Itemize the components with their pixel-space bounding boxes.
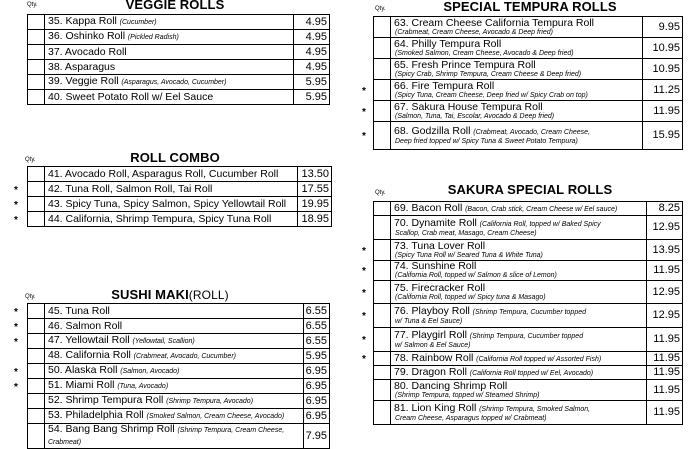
menu-item-row [28,75,330,90]
item-price: 12.95 [646,281,682,304]
item-name: 77. Playgirl Roll [394,328,467,341]
maki-table [27,303,330,449]
item-price: 19.95 [298,197,332,212]
menu-item-row [374,122,683,150]
item-price: 4.95 [294,15,330,30]
item-price: 11.25 [643,80,683,101]
qty-cell [28,197,45,212]
qty-cell [374,304,391,328]
item-desc: Cream Cheese, Asparagus topped w/ Crabmeat) [395,414,547,422]
qty-cell [28,182,45,197]
menu-item-row [28,90,330,105]
menu-item-row [28,334,330,349]
menu-item-row [28,319,330,334]
item-name: 48. California Roll [48,349,131,361]
item-price: 5.95 [294,90,330,105]
menu-item-row [374,17,683,38]
item-desc: (California Roll, topped w/ Salmon & slice of Lemon) [395,272,557,279]
qty-cell [28,349,45,364]
star-marker: * [14,321,18,333]
item-name: 69. Bacon Roll [394,201,463,214]
menu-item-row [28,167,332,182]
item-cell [391,281,647,304]
item-cell [391,366,647,380]
item-cell [45,379,304,394]
combo-title: ROLL COMBO [130,150,220,165]
qty-cell [28,60,45,75]
item-desc: (Crabmeat, Cream Cheese, Avocado & Deep fried) [395,28,553,36]
qty-cell [28,75,45,90]
sakura-title: SAKURA SPECIAL ROLLS [447,182,613,197]
item-cell [45,304,304,319]
menu-item-row [374,38,683,59]
item-cell [391,17,643,38]
item-cell [45,409,304,424]
menu-item-row [28,379,330,394]
veggie-table [27,14,330,105]
item-price: 11.95 [646,380,682,401]
item-name: 54. Bang Bang Shrimp Roll [48,423,175,435]
menu-item-row [28,60,330,75]
item-cell [45,167,298,182]
menu-item-row [374,401,683,425]
star-marker: * [362,287,366,299]
item-cell [45,394,304,409]
item-name: 44. California, Shrimp Tempura, Spicy Tuna Roll [48,212,272,225]
menu-item-row [374,328,683,352]
item-price: 11.95 [646,366,682,380]
item-desc: (Spicy Tuna Roll w/ Seared Tuna & White Tuna) [395,251,543,259]
item-cell [391,38,643,59]
item-name: 63. Cream Cheese California Tempura Roll [394,16,594,29]
item-name: 66. Fire Tempura Roll [394,79,495,92]
item-cell [391,380,647,401]
menu-item-row [28,182,332,197]
qty-cell [28,45,45,60]
item-cell [45,15,294,30]
item-desc: w/ Tuna & Eel Sauce) [395,317,463,325]
qty-label: Qty. [25,157,36,163]
menu-item-row [28,197,332,212]
item-desc: (Spicy Tuna, Cream Cheese, Deep fried w/ Spicy Crab on top) [395,91,588,99]
item-name: 70. Dynamite Roll [394,216,477,229]
menu-item-row [374,380,683,401]
star-marker: * [362,354,366,365]
item-name: 53. Philadelphia Roll [48,409,144,421]
menu-item-row [28,15,330,30]
item-price: 6.55 [303,304,329,319]
item-desc: (Bacon, Crab stick, Cream Cheese w/ Eel sauce) [465,205,618,213]
qty-cell [28,30,45,45]
item-price: 8.25 [646,202,682,216]
qty-label: Qty. [25,294,36,300]
item-price: 6.95 [303,364,329,379]
combo-table [27,166,332,227]
item-price: 18.95 [298,212,332,227]
item-price: 11.95 [646,401,682,425]
item-cell [45,349,304,364]
star-marker: * [362,311,366,322]
star-marker: * [362,106,366,118]
item-price: 6.95 [303,409,329,424]
menu-item-row [28,304,330,319]
star-marker: * [14,336,18,348]
item-name: 65. Fresh Prince Tempura Roll [394,58,536,71]
item-desc: Deep fried topped w/ Spicy Tuna & Sweet Potato Tempura) [395,137,578,145]
qty-cell [28,409,45,424]
qty-cell [374,352,391,366]
item-cell [45,424,304,449]
menu-item-row [374,261,683,281]
item-cell [45,182,298,197]
star-marker: * [14,381,18,393]
item-price: 4.95 [294,30,330,45]
item-price: 10.95 [643,38,683,59]
item-desc: (California Roll topped w/ Assorted Fish) [476,355,602,363]
item-desc: (California Roll topped w/ Eel, Avocado) [469,369,594,377]
qty-cell [374,202,391,216]
item-price: 6.55 [303,334,329,349]
item-desc: Scallop, Crab meat, Masago, Cream Cheese) [395,229,537,237]
item-cell [391,216,647,240]
tempura-table [373,16,683,150]
item-price: 6.95 [303,379,329,394]
item-cell [45,364,304,379]
item-desc: (California Roll, topped w/ Baked Spicy [479,220,601,228]
item-cell [45,75,294,90]
item-name: 79. Dragon Roll [394,365,467,378]
qty-cell [28,212,45,227]
item-name: 51. Miami Roll [48,379,115,391]
qty-cell [374,240,391,261]
star-marker: * [14,184,18,196]
qty-cell [28,304,45,319]
item-desc: (Yellowtail, Scallion) [132,338,195,345]
item-cell [45,197,298,212]
qty-cell [374,261,391,281]
qty-cell [374,366,391,380]
item-name: 46. Salmon Roll [48,319,123,332]
item-price: 13.50 [298,167,332,182]
qty-cell [374,101,391,122]
item-cell [391,59,643,80]
item-cell [45,45,294,60]
menu-item-row [28,349,330,364]
tempura-title: SPECIAL TEMPURA ROLLS [443,0,617,14]
item-name: 81. Lion King Roll [394,401,477,414]
item-price: 12.95 [646,304,682,328]
item-cell [45,212,298,227]
item-name: 40. Sweet Potato Roll w/ Eel Sauce [48,90,214,103]
menu-item-row [28,409,330,424]
item-desc: (Smoked Salmon, Cream Cheese, Avocado) [146,413,285,420]
item-desc: (Shrimp Tempura, Cucumber topped [472,308,587,316]
qty-cell [374,17,391,38]
item-desc: (California Roll, topped w/ Spicy tuna & Masago) [395,293,546,301]
item-name: 38. Asparagus [48,60,116,73]
qty-cell [374,59,391,80]
star-marker: * [14,214,18,226]
qty-cell [374,328,391,352]
item-name: 39. Veggie Roll [48,75,119,87]
item-name: 68. Godzilla Roll [394,124,471,137]
item-price: 11.95 [646,328,682,352]
qty-cell [374,80,391,101]
item-price: 13.95 [646,240,682,261]
item-cell [45,30,294,45]
item-price: 5.95 [303,349,329,364]
menu-item-row [374,240,683,261]
item-name: 80. Dancing Shrimp Roll [394,379,508,392]
star-marker: * [362,266,366,277]
star-marker: * [362,245,366,257]
item-desc: (Asparagus, Avocado, Cucumber) [121,79,227,86]
menu-item-row [374,80,683,101]
item-cell [391,352,647,366]
item-desc: (Shrimp Tempura, topped w/ Steamed Shrimp) [395,391,540,399]
qty-cell [28,167,45,182]
star-marker: * [14,366,18,378]
item-name: 78. Rainbow Roll [394,351,474,364]
item-desc: (Shrimp Tempura, Cucumber topped [469,332,584,340]
menu-item-row [374,304,683,328]
item-price: 11.95 [646,261,682,281]
qty-label: Qty. [27,2,38,8]
item-price: 6.95 [303,394,329,409]
item-desc: (Cucumber) [119,19,157,26]
item-desc: (Shrimp Tempura, Avocado) [166,398,254,405]
star-marker: * [362,335,366,346]
item-name: 42. Tuna Roll, Salmon Roll, Tai Roll [48,182,213,195]
item-name: 67. Sakura House Tempura Roll [394,100,543,113]
qty-cell [374,380,391,401]
qty-cell [374,38,391,59]
qty-cell [28,334,45,349]
maki-title-main: SUSHI MAKI [111,287,189,302]
menu-item-row [374,101,683,122]
item-name: 76. Playboy Roll [394,304,470,317]
item-desc: (Crabmeat, Avocado, Cream Cheese, [473,128,590,136]
item-name: 45. Tuna Roll [48,304,110,317]
maki-title [85,287,255,302]
item-cell [391,202,647,216]
item-cell [391,401,647,425]
qty-cell [28,90,45,105]
star-marker: * [14,306,18,318]
item-price: 4.95 [294,60,330,75]
menu-item-row [28,45,330,60]
item-name: 43. Spicy Tuna, Spicy Salmon, Spicy Yellowtail Roll [48,197,287,210]
item-desc: (Crabmeat, Avocado, Cucumber) [133,353,236,360]
menu-item-row [28,364,330,379]
menu-item-row [374,352,683,366]
item-desc: (Smoked Salmon, Cream Cheese, Avocado & Deep fried) [395,49,574,57]
item-name: 41. Avocado Roll, Asparagus Roll, Cucumber Roll [48,167,279,180]
item-cell [391,304,647,328]
item-price: 11.95 [646,352,682,366]
item-cell [391,328,647,352]
item-name: 52. Shrimp Tempura Roll [48,394,164,406]
item-cell [391,122,643,150]
menu-item-row [374,281,683,304]
menu-item-row [28,424,330,449]
item-cell [45,60,294,75]
item-price: 15.95 [643,122,683,150]
item-name: 64. Philly Tempura Roll [394,37,502,50]
maki-title-suffix: (ROLL) [188,288,229,302]
item-name: 47. Yellowtail Roll [48,334,130,346]
item-price: 12.95 [646,216,682,240]
item-name: 36. Oshinko Roll [48,30,126,42]
sakura-table [373,201,683,425]
menu-item-row [28,212,332,227]
item-name: 50. Alaska Roll [48,364,118,376]
item-cell [45,319,304,334]
menu-item-row [28,30,330,45]
qty-cell [28,364,45,379]
item-name: 74. Sunshine Roll [394,260,477,272]
item-price: 9.95 [643,17,683,38]
star-marker: * [362,131,366,142]
item-desc: (Spicy Crab, Shrimp Tempura, Cream Cheese & Deep fried) [395,70,582,78]
item-price: 4.95 [294,45,330,60]
item-cell [45,90,294,105]
star-marker: * [14,199,18,211]
item-desc: (Shrimp Tempura, Cream Cheese, Crabmeat) [48,427,285,446]
item-name: 75. Firecracker Roll [394,281,486,294]
item-cell [391,261,647,281]
qty-cell [28,379,45,394]
menu-item-row [374,366,683,380]
item-name: 73. Tuna Lover Roll [394,239,486,252]
star-marker: * [362,85,366,97]
item-desc: (Tuna, Avocado) [117,383,169,390]
item-price: 7.95 [303,424,329,449]
qty-cell [374,281,391,304]
item-price: 5.95 [294,75,330,90]
item-desc: w/ Salmon & Eel Sauce) [395,341,471,349]
qty-cell [374,401,391,425]
qty-cell [28,424,45,449]
qty-cell [374,122,391,150]
item-desc: (Salmon, Tuna, Tai, Escolar, Avocado & Deep fried) [395,112,555,120]
item-name: 37. Avocado Roll [48,45,127,58]
item-cell [45,334,304,349]
menu-item-row [28,394,330,409]
menu-item-row [374,202,683,216]
qty-cell [28,394,45,409]
qty-cell [28,319,45,334]
veggie-title: VEGGIE ROLLS [125,0,225,12]
item-price: 11.95 [643,101,683,122]
menu-item-row [374,59,683,80]
qty-cell [28,15,45,30]
qty-label: Qty. [375,6,386,12]
item-price: 6.55 [303,319,329,334]
qty-label: Qty. [375,190,386,196]
item-cell [391,101,643,122]
item-name: 35. Kappa Roll [48,15,117,27]
item-cell [391,80,643,101]
menu-item-row [374,216,683,240]
item-price: 10.95 [643,59,683,80]
qty-cell [374,216,391,240]
item-cell [391,240,647,261]
item-desc: (Shrimp Tempura, Smoked Salmon, [479,405,591,413]
item-price: 17.55 [298,182,332,197]
item-desc: (Pickled Radish) [127,34,179,41]
item-desc: (Salmon, Avocado) [120,368,180,375]
